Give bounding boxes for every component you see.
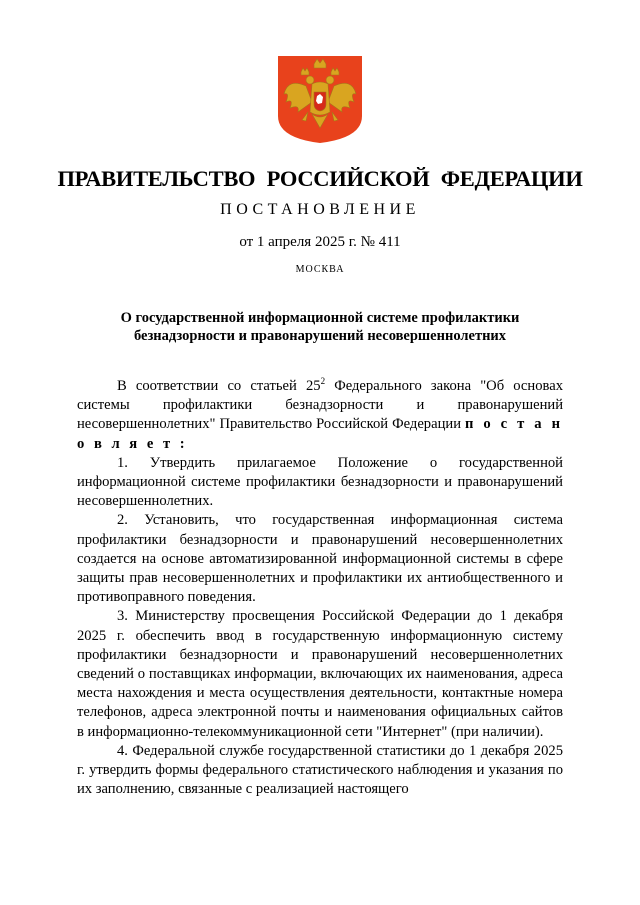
preamble-paragraph <box>77 377 563 454</box>
government-title: ПРАВИТЕЛЬСТВО РОССИЙСКОЙ ФЕДЕРАЦИИ <box>57 166 583 191</box>
subject-line: О государственной информационной системе профилактики <box>120 310 520 326</box>
paragraph-item-3: 3. Министерству просвещения Российской Федерации до 1 декабря 2025 г. обеспечить ввод в государственную информационную систему профилактики безнадзорности и правонарушений несовершеннолетних сведений о поставщиках информации, включающих их наименования, адреса места нахождения и места осуществления деятельности, контактные номера телефонов, адреса электронной почты и наименования официальных сайтов в информационно-телекоммуникационной сети "Интернет" (при наличии). <box>77 608 563 740</box>
preamble-start: В соответствии со статьей 25 <box>117 378 321 394</box>
document-type: ПОСТАНОВЛЕНИЕ <box>220 201 420 218</box>
paragraph-item-2: 2. Установить, что государственная информационная система профилактики безнадзорности и правонарушений несовершеннолетних создается на основе автоматизированной информационной системы в сфере защиты прав несовершеннолетних и профилактики их антиобщественного и противоправного поведения. <box>77 512 563 606</box>
decree-body <box>77 377 563 799</box>
paragraph-item-1: 1. Утвердить прилагаемое Положение о государственной информационной системе профилактики безнадзорности и правонарушений несовершеннолетних. <box>77 454 563 510</box>
resolves-word: п о с т а н о в л я е т : <box>77 416 563 452</box>
issue-city: МОСКВА <box>295 264 345 275</box>
paragraph-item-4: 4. Федеральной службе государственной статистики до 1 декабря 2025 г. утвердить формы федерального статистического наблюдения и указания по их заполнению, связанные с реализацией настоящего <box>77 742 563 798</box>
article-superscript: 2 <box>320 376 326 387</box>
decree-date-number: от 1 апреля 2025 г. № 411 <box>239 234 401 250</box>
preamble-rest: Федерального закона "Об основах системы профилактики безнадзорности и правонарушений несовершеннолетних" Правительство Российской Федерации <box>77 378 563 433</box>
russian-coat-of-arms-icon <box>276 54 364 144</box>
decree-subject <box>80 309 560 345</box>
subject-line: безнадзорности и правонарушений несовершеннолетних <box>133 328 507 344</box>
